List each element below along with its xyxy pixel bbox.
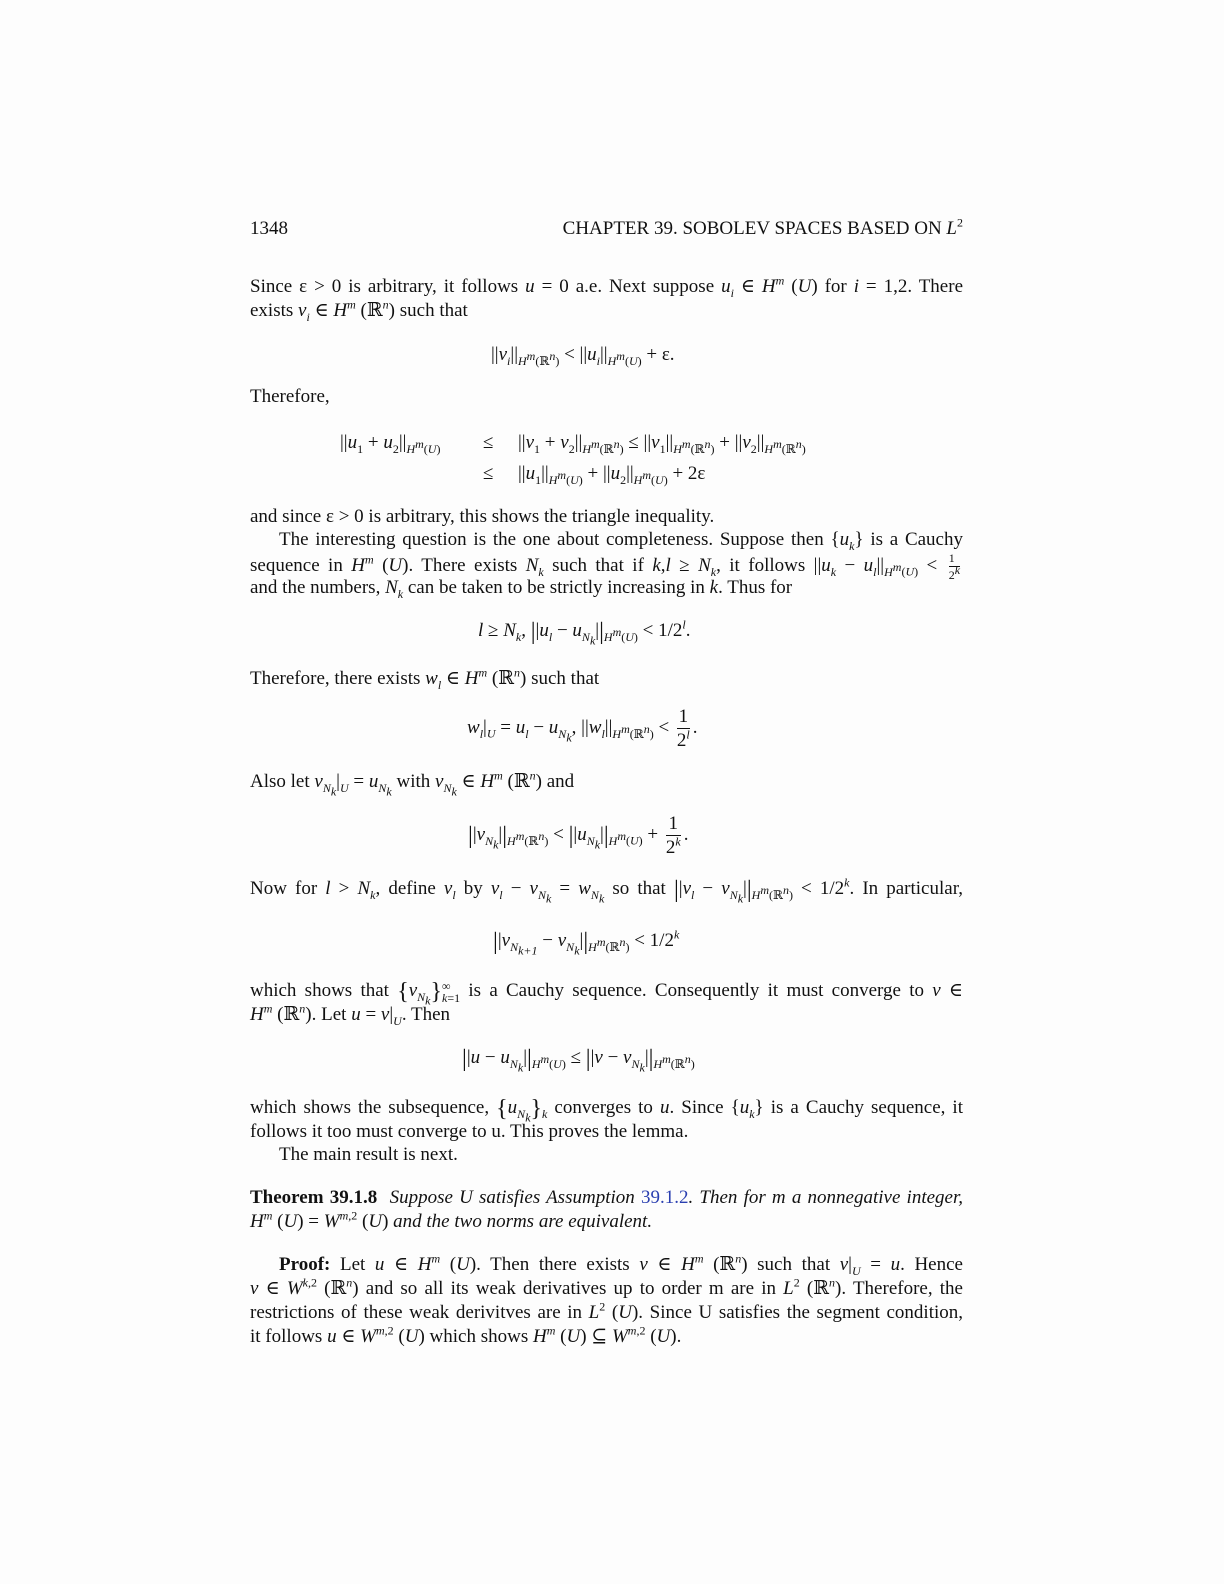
display-equation: $||v_{N_{k+1}} - v_{N_k}||_{H^m(ℝ^n)} < 1/2^k$ xyxy=(493,927,680,958)
paragraph-line: and since ε > 0 is arbitrary, this shows the triangle inequality. xyxy=(250,506,715,527)
text: can be taken to be strictly increasing in xyxy=(403,577,710,598)
proof-label: Proof: xyxy=(279,1254,331,1275)
text: such that xyxy=(526,668,600,689)
text: The interesting question is the one about completeness. Suppose then xyxy=(279,529,831,550)
text: . Let xyxy=(311,1004,352,1025)
theorem-line: $H^m$ (U) = W$^{m,2}$ (U) and the two norms are equivalent. xyxy=(250,1208,653,1232)
text: and xyxy=(541,771,575,792)
text: . There xyxy=(907,276,963,297)
display-equation: $l \ge N_k$, $||u_l - u_{N_k}||_{H^m(U)} < 1/2^l$. xyxy=(478,617,691,648)
display-equation: $||v_i||_{H^m(ℝ^n)} < ||u_i||_{H^m(U)} + \varepsilon$. xyxy=(491,344,675,368)
paragraph-line: The main result is next. xyxy=(279,1144,458,1165)
text: is a Cauchy sequence. Consequently it must converge to xyxy=(460,980,933,1001)
paragraph-line: Therefore, xyxy=(250,386,330,407)
chapter-title: CHAPTER 39. SOBOLEV SPACES BASED ON $L^2$ xyxy=(562,215,963,239)
paragraph-line: Now for $l > N_k$, define $v_l$ by $v_l - v_{N_k} = w_{N_k}$ so that $||v_l - v_{N_k}||_{H^m(ℝ^n)} < 1/2^k$. In particular, xyxy=(250,875,964,906)
text: Therefore, there exists xyxy=(250,668,426,689)
aligned-equation-lhs: $||u_1 + u_2||_{H^m(U)}$ xyxy=(340,432,441,456)
text: by xyxy=(455,878,491,899)
text: exists xyxy=(250,300,299,321)
text: it follows xyxy=(250,1326,328,1347)
text: . Then there exists xyxy=(476,1254,640,1275)
proof-line: it follows u ∈ W$^{m,2}$ (U) which shows $H^m$ (U) ⊆ W$^{m,2}$ (U). xyxy=(250,1323,682,1347)
text: sequence in xyxy=(250,554,352,576)
aligned-equation-rel: ≤ xyxy=(483,463,494,484)
theorem-text: Suppose U satisfies Assumption xyxy=(389,1187,641,1208)
text: such that xyxy=(747,1254,840,1275)
text: converges to xyxy=(547,1097,660,1118)
text: is arbitrary, it follows xyxy=(341,276,526,297)
paragraph-line: Since ε > 0 is arbitrary, it follows u = 0 a.e. Next suppose $u_i$ ∈ $H^m$ (U) for i = 1,2. There xyxy=(250,273,963,300)
text: . There exists xyxy=(408,554,526,576)
text: . Since U satisfies the segment condition, xyxy=(638,1302,963,1323)
display-equation: $||v_{N_k}||_{H^m(ℝ^n)} < ||u_{N_k}||_{H^m(U)}$ + $\frac{1}{2^k}$ . xyxy=(468,813,689,858)
text: Now for xyxy=(250,878,326,899)
text: a.e. Next suppose xyxy=(568,276,722,297)
text: so that xyxy=(604,878,674,899)
theorem-text: . Then for m a nonnegative integer, xyxy=(688,1187,964,1208)
paragraph-line: which shows the subsequence, $\{u_{N_k}\}_k$ converges to u. Since $\{u_k\}$ is a Cauchy sequence, it xyxy=(250,1096,963,1125)
paragraph-line: sequence in $H^m$ (U). There exists $N_k$ such that if $k,l \ge N_k$, it follows $||u_k - u_l||_{H^m(U)}$ < $\frac{1}{2^k}$ xyxy=(250,551,961,582)
text: , define xyxy=(375,878,444,899)
proof-line: restrictions of these weak derivitves are in $L^2$ (U). Since U satisfies the segment condition, xyxy=(250,1299,963,1323)
text: . Therefore, the xyxy=(841,1278,963,1299)
paragraph-line: Therefore, there exists $w_l$ ∈ $H^m$ (ℝ$^n$) such that xyxy=(250,665,600,692)
proof-line: v ∈ W$^{k,2}$ (ℝ$^n$) and so all its weak derivatives up to order m are in $L^2$ (ℝ$^n$). Therefore, the xyxy=(250,1275,963,1299)
theorem-label: Theorem 39.1.8 xyxy=(250,1187,378,1208)
paragraph-line: Also let $v_{N_k}|_U = u_{N_k}$ with $v_{N_k}$ ∈ $H^m$ (ℝ$^n$) and xyxy=(250,768,575,799)
text: is a Cauchy xyxy=(863,529,963,550)
text: . Hence xyxy=(900,1254,963,1275)
text: , it follows xyxy=(716,554,814,576)
text: such that if xyxy=(543,554,653,576)
text: and so all its weak derivatives up to order m are in xyxy=(358,1278,784,1299)
text: . Since xyxy=(669,1097,731,1118)
paragraph-line: follows it too must converge to u. This proves the lemma. xyxy=(250,1121,689,1142)
theorem-text: and the two norms are equivalent. xyxy=(388,1211,653,1232)
text: such that xyxy=(395,300,468,321)
proof-line: Proof: Let u ∈ $H^m$ (U). Then there exists v ∈ $H^m$ (ℝ$^n$) such that $v|_U = u$. Hence xyxy=(279,1251,963,1278)
text: which shows that xyxy=(250,980,398,1001)
text: which shows the subsequence, xyxy=(250,1097,497,1118)
paragraph-line: $H^m$ (ℝ$^n$). Let $u = v|_U$. Then xyxy=(250,1001,451,1028)
text: . In particular, xyxy=(849,878,964,899)
text: is a Cauchy sequence, it xyxy=(763,1097,963,1118)
text: . Thus for xyxy=(718,577,793,598)
text: . Then xyxy=(401,1004,451,1025)
paragraph-line: exists $v_i$ ∈ $H^m$ (ℝ$^n$) such that xyxy=(250,297,468,324)
text: for xyxy=(817,276,854,297)
text: and the numbers, xyxy=(250,577,386,598)
chapter-title-text: CHAPTER 39. SOBOLEV SPACES BASED ON xyxy=(562,218,947,239)
display-equation: $||u - u_{N_k}||_{H^m(U)} \le ||v - v_{N_k}||_{H^m(ℝ^n)}$ xyxy=(462,1046,695,1075)
page-number: 1348 xyxy=(250,218,288,239)
text: which shows xyxy=(424,1326,533,1347)
text: Also let xyxy=(250,771,315,792)
paragraph-line: which shows that $\{v_{N_k}\}\infty$ k=1 is a Cauchy sequence. Consequently it must converge to v ∈ xyxy=(250,978,963,1008)
aligned-equation-rhs: $||v_1 + v_2||_{H^m(ℝ^n)} \le ||v_1||_{H^m(ℝ^n)} + ||v_2||_{H^m(ℝ^n)}$ xyxy=(518,432,806,456)
display-equation: $w_l|_U = u_l - u_{N_k}$, $||w_l||_{H^m(ℝ^n)}$ < $\frac{1}{2^l}$ . xyxy=(467,706,698,751)
text: with xyxy=(391,771,435,792)
theorem-line xyxy=(250,1186,963,1210)
aligned-equation-rhs: $||u_1||_{H^m(U)} + ||u_2||_{H^m(U)} + 2\varepsilon$ xyxy=(518,463,706,487)
text: Let xyxy=(330,1254,375,1275)
text: restrictions of these weak derivitves are in xyxy=(250,1302,589,1323)
text: Since xyxy=(250,276,300,297)
aligned-equation-rel: ≤ xyxy=(483,432,494,453)
paragraph-line: and the numbers, $N_k$ can be taken to be strictly increasing in k. Thus for xyxy=(250,577,793,601)
theorem-reference-link[interactable]: 39.1.2 xyxy=(640,1187,689,1208)
paragraph-line: The interesting question is the one about completeness. Suppose then $\{u_k\}$ is a Cauchy xyxy=(279,529,963,553)
